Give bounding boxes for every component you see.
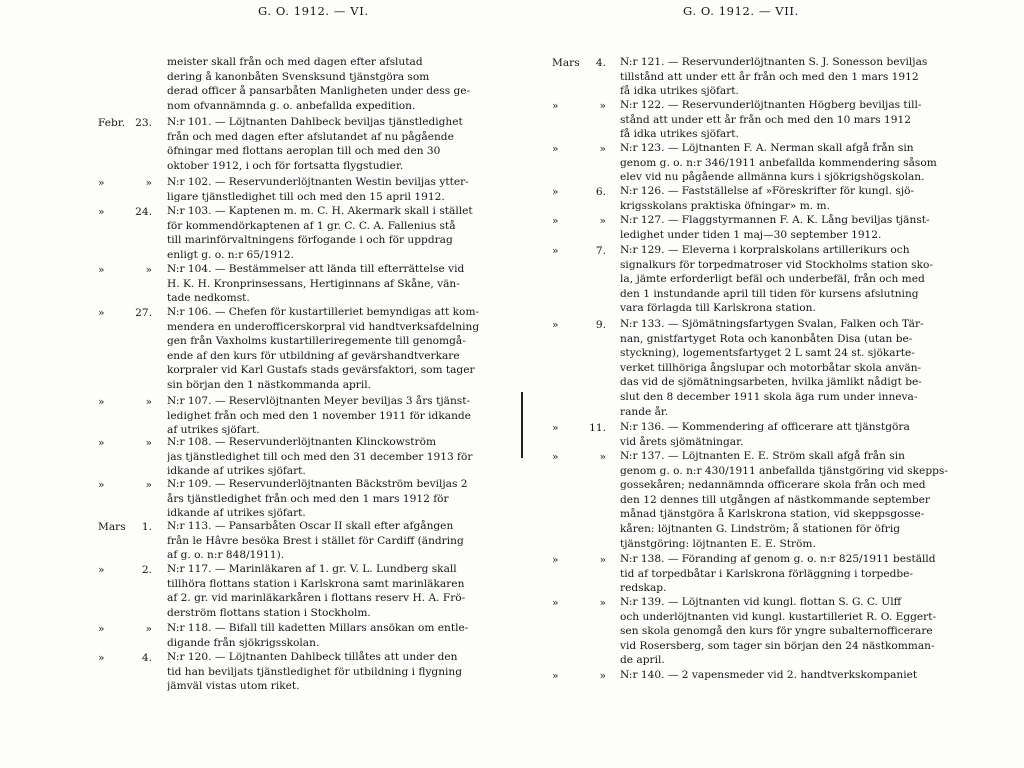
day-label: 24. [135, 206, 152, 218]
text-line: korpraler vid Karl Gustafs stads gevärsfaktori, som tager [167, 364, 475, 377]
text-line: från le Hâvre besöka Brest i stället för Cardiff (ändring [167, 534, 464, 547]
month-label: » [552, 215, 559, 227]
day-label: 7. [595, 245, 606, 257]
day-label: 2. [141, 564, 152, 576]
text-line: N:r 106. — Chefen för kustartilleriet bemyndigas att kom- [167, 306, 480, 318]
text-line: nan, gnistfartyget Rota och kanonbåten Disa (utan be- [620, 332, 913, 345]
text-line: N:r 127. — Flaggstyrmannen F. A. K. Lång beviljas tjänst- [620, 214, 930, 226]
text-line: tjänstgöring: löjtnanten E. E. Ström. [620, 537, 816, 550]
text-line: ende af den kurs för utbildning af gevärshandtverkare [167, 349, 460, 362]
day-label: » [145, 479, 152, 491]
text-line: oktober 1912, i och för fortsatta flygstudier. [167, 159, 404, 172]
text-line: tid af torpedbåtar i Karlskrona förläggning i torpedbe- [620, 567, 914, 580]
text-line: få idka utrikes sjöfart. [620, 85, 739, 98]
text-line: ligare tjänstledighet till och med den 15 april 1912. [167, 190, 445, 203]
day-label: 4. [595, 57, 606, 69]
text-line: jas tjänstledighet till och med den 31 december 1913 för [167, 450, 473, 463]
day-label: 6. [595, 186, 606, 198]
month-label: » [98, 264, 105, 276]
text-line: N:r 138. — Föranding af genom g. o. n:r 825/1911 beställd [620, 553, 936, 565]
text-line: genom g. o. n:r 430/1911 anbefallda tjänstgöring vid skepps- [620, 464, 948, 477]
text-line: gen från Vaxholms kustartilleriregemente till genomgå- [167, 335, 466, 348]
text-line: styckning), logementsfartyget 2 L samt 24 st. sjökarte- [620, 347, 915, 360]
text-line: N:r 104. — Bestämmelser att lända till efterrättelse vid [167, 263, 465, 275]
text-line: digande från sjökrigsskolan. [167, 636, 320, 649]
day-label: » [599, 554, 606, 566]
month-label: » [98, 564, 105, 576]
text-line: ledighet under tiden 1 maj—30 september 1912. [620, 228, 882, 241]
text-line: idkande af utrikes sjöfart. [167, 507, 306, 520]
text-line: tade nedkomst. [167, 292, 250, 305]
text-line: tillhöra flottans station i Karlskrona samt marinläkaren [167, 577, 465, 590]
text-line: N:r 103. — Kaptenen m. m. C. H. Akermark skall i stället [167, 205, 473, 217]
text-line: månad tjänstgöra å Karlskrona station, vid skeppsgosse- [620, 508, 925, 521]
month-label: » [552, 554, 559, 566]
month-label: » [98, 479, 105, 491]
day-label: » [145, 437, 152, 449]
text-line: N:r 118. — Bifall till kadetten Millars ansökan om entle- [167, 622, 469, 634]
text-line: för kommendörkaptenen af 1 gr. C. C. A. Fallenius stå [167, 219, 456, 232]
text-line: slut den 8 december 1911 skola äga rum under inneva- [620, 391, 918, 403]
text-line: ledighet från och med den 1 november 1911 för idkande [167, 409, 471, 422]
month-label: Mars [98, 521, 126, 533]
text-line: derad officer å pansarbåten Manligheten under dess ge- [167, 85, 471, 98]
text-line: N:r 139. — Löjtnanten vid kungl. flottan S. G. C. Ulff [620, 596, 902, 608]
text-line: den 12 dennes till utgången af nästkommande september [620, 493, 930, 506]
day-label: » [599, 451, 606, 463]
month-label: » [552, 597, 559, 609]
month-label: » [552, 245, 559, 257]
day-label: » [145, 264, 152, 276]
text-line: genom g. o. n:r 346/1911 anbefallda kommendering såsom [620, 156, 937, 169]
text-line: nom ofvannämnda g. o. anbefallda expedition. [167, 99, 416, 112]
text-line: till marinförvaltningens förfogande i och för uppdrag [167, 234, 453, 247]
text-line: af g. o. n:r 848/1911). [167, 549, 285, 562]
text-line: N:r 113. — Pansarbåten Oscar II skall efter afgången [167, 520, 454, 532]
page-header-right: G. O. 1912. — VII. [683, 4, 799, 18]
day-label: » [145, 177, 152, 189]
month-label: » [98, 177, 105, 189]
text-line: den 1 instundande april till tiden för kursens afslutning [620, 287, 919, 300]
month-label: » [98, 623, 105, 635]
text-line: N:r 121. — Reservunderlöjtnanten S. J. Sonesson beviljas [620, 56, 928, 68]
text-line: få idka utrikes sjöfart. [620, 128, 739, 141]
text-line: verket tillhöriga ångslupar och motorbåtar skola använ- [620, 361, 922, 374]
text-line: redskap. [620, 582, 667, 595]
text-line: från och med dagen efter afslutandet af nu pågående [167, 130, 454, 143]
text-line: sin början den 1 nästkommanda april. [167, 379, 372, 391]
text-line: rande år. [620, 405, 669, 418]
text-line: tid han beviljats tjänstledighet för utbildning i flygning [167, 665, 463, 678]
text-line: kåren: löjtnanten G. Lindström; å stationen för öfrig [620, 523, 901, 535]
text-line: idkande af utrikes sjöfart. [167, 465, 306, 478]
month-label: » [98, 396, 105, 408]
text-line: tillstånd att under ett år från och med den 1 mars 1912 [620, 70, 919, 83]
text-line: das vid de sjömätningsarbeten, hvilka jämlikt nådigt be- [620, 376, 922, 389]
text-line: sen skola genomgå den kurs för yngre subalternofficerare [620, 625, 933, 638]
text-line: N:r 123. — Löjtnanten F. A. Nerman skall afgå från sin [620, 142, 914, 154]
text-line: gossekåren; nedannämnda officerare skola från och med [620, 479, 926, 492]
day-label: 1. [141, 521, 152, 533]
text-line: vara förlagda till Karlskrona station. [620, 302, 816, 315]
text-line: års tjänstledighet från och med den 1 mars 1912 för [167, 492, 449, 505]
text-line: elev vid nu pågående allmänna kurs i sjökrigshögskolan. [620, 171, 925, 184]
month-label: » [98, 652, 105, 664]
text-line: N:r 117. — Marinläkaren af 1. gr. V. L. Lundberg skall [167, 563, 457, 575]
text-line: N:r 133. — Sjömätningsfartygen Svalan, Falken och Tär- [620, 318, 924, 330]
text-line: vid årets sjömätningar. [620, 435, 744, 448]
month-label: » [98, 437, 105, 449]
day-label: » [599, 670, 606, 682]
text-line: stånd att under ett år från och med den 10 mars 1912 [620, 113, 911, 126]
right-page [520, 0, 1024, 768]
month-label: » [552, 186, 559, 198]
day-label: » [599, 100, 606, 112]
text-line: N:r 126. — Fastställelse af »Föreskrifter för kungl. sjö- [620, 185, 915, 197]
text-line: N:r 136. — Kommendering af officerare att tjänstgöra [620, 421, 910, 433]
text-line: N:r 108. — Reservunderlöjtnanten Klinckowström [167, 436, 437, 448]
text-line: krigsskolans praktiska öfningar» m. m. [620, 199, 830, 212]
month-label: » [552, 143, 559, 155]
month-label: » [98, 206, 105, 218]
day-label: » [599, 597, 606, 609]
text-line: la, jämte erforderligt befäl och underbefäl, från och med [620, 273, 925, 286]
text-line: och underlöjtnanten vid kungl. kustartilleriet R. O. Eggert- [620, 610, 937, 623]
text-line: dering å kanonbåten Svensksund tjänstgöra som [167, 70, 430, 83]
text-line: jämväl vistas utom riket. [167, 680, 300, 693]
day-label: » [145, 396, 152, 408]
text-line: af utrikes sjöfart. [167, 424, 260, 437]
text-line: N:r 137. — Löjtnanten E. E. Ström skall afgå från sin [620, 450, 905, 462]
month-label: » [552, 422, 559, 434]
month-label: » [552, 451, 559, 463]
text-line: N:r 122. — Reservunderlöjtnanten Högberg beviljas till- [620, 99, 922, 111]
text-line: enligt g. o. n:r 65/1912. [167, 248, 294, 261]
binding-mark [521, 392, 523, 458]
month-label: Febr. [98, 117, 126, 129]
day-label: 27. [135, 307, 152, 319]
text-line: öfningar med flottans aeroplan till och med den 30 [167, 145, 441, 158]
text-line: mendera en underofficerskorpral vid handtverksafdelning [167, 320, 480, 333]
day-label: » [599, 215, 606, 227]
text-line: N:r 129. — Eleverna i korpralskolans artillerikurs och [620, 244, 910, 256]
text-line: meister skall från och med dagen efter afslutad [167, 56, 423, 68]
text-line: N:r 109. — Reservunderlöjtnanten Bäckström beviljas 2 [167, 478, 468, 490]
text-line: vid Rosersberg, som tager sin början den 24 nästkomman- [620, 639, 935, 652]
text-line: N:r 140. — 2 vapensmeder vid 2. handtverkskompaniet [620, 669, 918, 681]
text-line: N:r 120. — Löjtnanten Dahlbeck tillåtes att under den [167, 651, 458, 663]
day-label: 11. [589, 422, 606, 434]
page-header-left: G. O. 1912. — VI. [258, 4, 369, 18]
month-label: Mars [552, 57, 580, 69]
month-label: » [552, 319, 559, 331]
text-line: de april. [620, 654, 665, 667]
text-line: af 2. gr. vid marinläkarkåren i flottans reserv H. A. Frö- [167, 592, 466, 605]
day-label: 9. [595, 319, 606, 331]
text-line: signalkurs för torpedmatroser vid Stockholms station sko- [620, 258, 933, 271]
text-line: N:r 107. — Reservlöjtnanten Meyer beviljas 3 års tjänst- [167, 395, 471, 407]
text-line: N:r 102. — Reservunderlöjtnanten Westin beviljas ytter- [167, 176, 469, 188]
text-line: H. K. H. Kronprinsessans, Hertiginnans af Skåne, vän- [167, 277, 460, 290]
day-label: » [599, 143, 606, 155]
day-label: » [145, 623, 152, 635]
day-label: 23. [135, 117, 152, 129]
text-line: derström flottans station i Stockholm. [167, 606, 371, 619]
month-label: » [552, 100, 559, 112]
month-label: » [552, 670, 559, 682]
month-label: » [98, 307, 105, 319]
text-line: N:r 101. — Löjtnanten Dahlbeck beviljas tjänstledighet [167, 116, 463, 128]
day-label: 4. [141, 652, 152, 664]
